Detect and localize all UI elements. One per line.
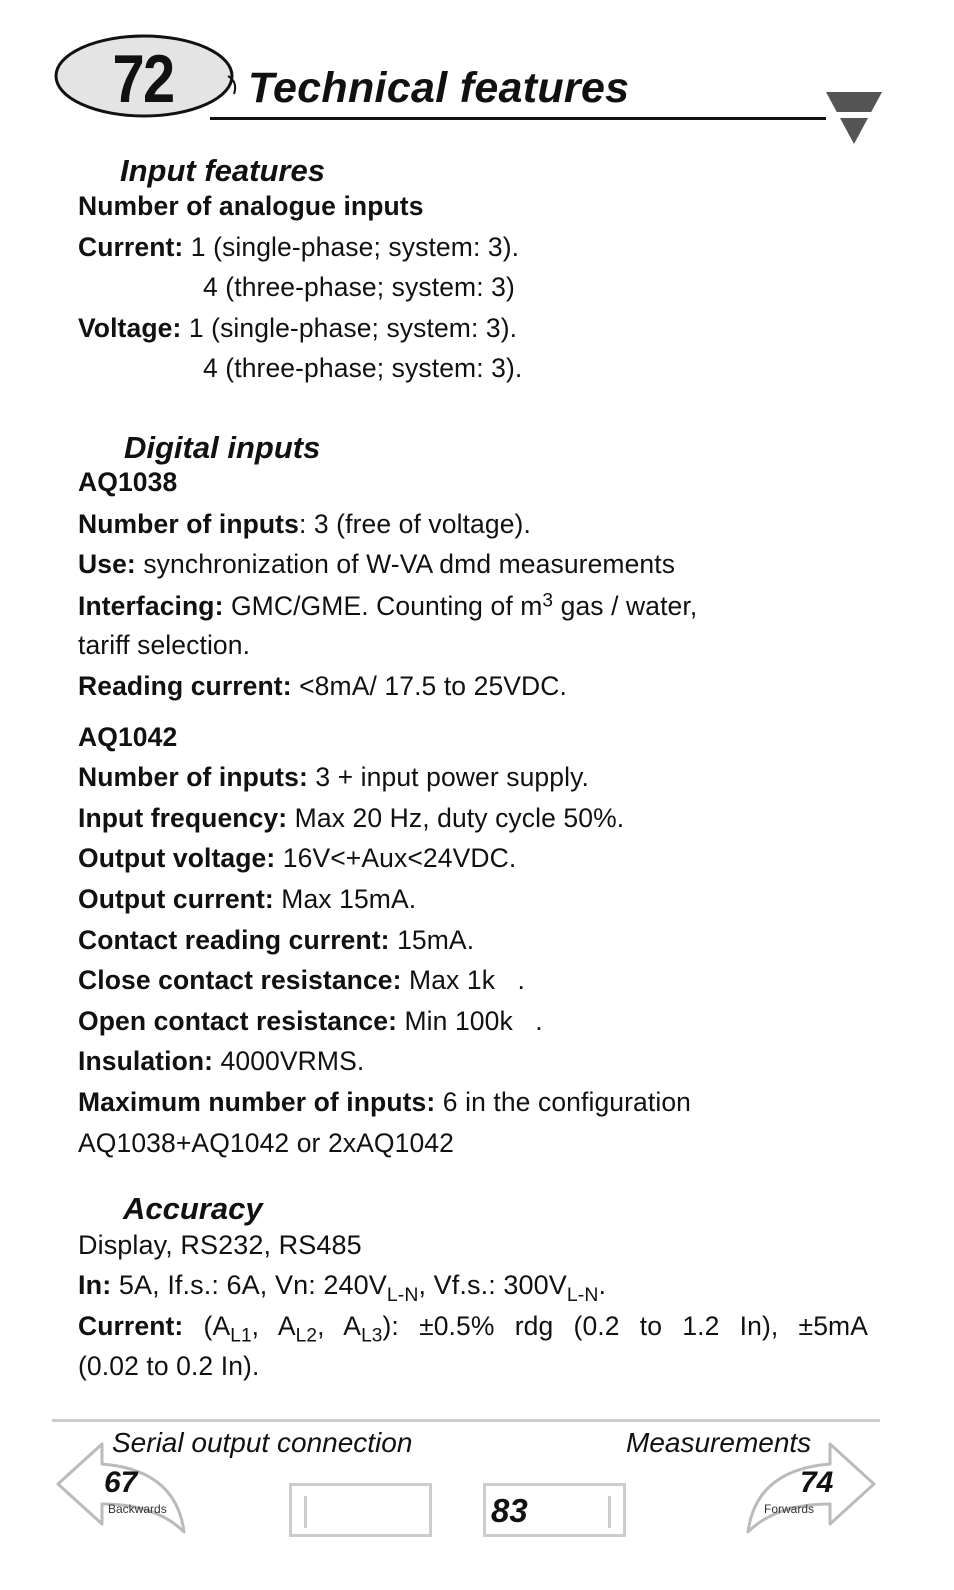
aq1042-insulation-label: Insulation: — [78, 1046, 214, 1076]
accuracy-line-1: Display, RS232, RS485 — [78, 1230, 362, 1260]
accuracy-in-line — [78, 1270, 607, 1306]
current-value-1: 1 (single-phase; system: 3). — [190, 232, 520, 262]
current-line — [78, 232, 519, 263]
aq1042-outc-value: Max 15mA. — [281, 884, 417, 914]
aq1038-model — [78, 467, 177, 498]
accuracy-current-b: , A — [251, 1311, 296, 1341]
aq1042-inputs-label: Number of inputs: — [78, 762, 308, 792]
aq1042-freq-line — [78, 803, 624, 834]
aq1042-insulation-value: 4000VRMS. — [220, 1046, 365, 1076]
aq1038-use-label: Use: — [78, 549, 136, 579]
aq1038-interfacing-value-2: tariff selection. — [78, 630, 251, 660]
aq1042-freq-label: Input frequency: — [78, 803, 288, 833]
aq1038-interfacing-label: Interfacing: — [78, 591, 224, 621]
aq1042-outc-label: Output current: — [78, 884, 274, 914]
forward-link[interactable]: Measurements — [626, 1427, 812, 1458]
aq1038-inputs-label: Number of inputs — [78, 509, 299, 539]
brand-triangle-icon — [826, 92, 882, 146]
accuracy-current-line-2: (0.02 to 0.2 In). — [78, 1351, 260, 1381]
accuracy-in-label: In: — [78, 1270, 112, 1300]
aq1042-max-value-2: AQ1038+AQ1042 or 2xAQ1042 — [78, 1128, 454, 1158]
forward-label: Forwards — [764, 1502, 815, 1516]
aq1042-outv-value: 16V<+Aux<24VDC. — [282, 843, 517, 873]
aq1038-interfacing-line — [78, 591, 697, 622]
accuracy-current-label: Current: — [78, 1311, 184, 1341]
page-title: Technical features — [248, 64, 630, 112]
aq1042-inputs-value: 3 + input power supply. — [315, 762, 589, 792]
accuracy-current-c: , A — [317, 1311, 362, 1341]
accuracy-in-value-b: , Vf.s.: 300V — [418, 1270, 567, 1300]
aq1042-max-line — [78, 1087, 691, 1118]
accuracy-in-sub-1: L-N — [386, 1283, 419, 1306]
aq1042-outv-label: Output voltage: — [78, 843, 276, 873]
aq1038-reading-line — [78, 671, 567, 702]
aq1042-contact-value: 15mA. — [397, 925, 475, 955]
aq1042-open-value: Min 100k . — [404, 1006, 543, 1036]
aq1042-max-value: 6 in the configuration — [442, 1087, 692, 1117]
voltage-value-1: 1 (single-phase; system: 3). — [188, 313, 518, 343]
accuracy-current-sub1: L1 — [230, 1325, 252, 1347]
voltage-value-2: 4 (three-phase; system: 3). — [203, 353, 523, 383]
current-page-number: 83 — [491, 1492, 528, 1529]
aq1038-reading-label: Reading current: — [78, 671, 292, 701]
aq1038-interfacing-sup: 3 — [542, 590, 554, 612]
header-divider — [210, 117, 826, 120]
accuracy-in-value-a: 5A, If.s.: 6A, Vn: 240V — [118, 1270, 387, 1300]
accuracy-current-line — [78, 1311, 868, 1347]
aq1042-open-label: Open contact resistance: — [78, 1006, 398, 1036]
back-label: Backwards — [108, 1502, 167, 1516]
accuracy-heading: Accuracy — [123, 1191, 263, 1226]
accuracy-in-value-c: . — [598, 1270, 607, 1300]
accuracy-current-a: (A — [203, 1311, 231, 1341]
aq1042-insulation-line — [78, 1046, 364, 1077]
back-page-number: 67 — [104, 1466, 138, 1499]
aq1042-open-line — [78, 1006, 543, 1037]
page-nav-box-left[interactable] — [289, 1483, 432, 1537]
aq1042-contact-line — [78, 925, 474, 956]
aq1042-close-label: Close contact resistance: — [78, 965, 402, 995]
aq1042-close-value: Max 1k . — [409, 965, 525, 995]
brand-logo — [826, 92, 882, 146]
aq1042-freq-value: Max 20 Hz, duty cycle 50%. — [294, 803, 625, 833]
aq1038-interfacing-value-b: gas / water, — [560, 591, 698, 621]
aq1038-use-value: synchronization of W-VA dmd measurements — [143, 549, 676, 579]
aq1042-inputs-line — [78, 762, 589, 793]
analogue-inputs-subheading — [78, 191, 424, 222]
aq1038-use-line — [78, 549, 675, 580]
current-value-2: 4 (three-phase; system: 3) — [203, 272, 515, 302]
aq1042-model — [78, 722, 177, 753]
digital-inputs-heading: Digital inputs — [124, 430, 321, 465]
aq1042-contact-label: Contact reading current: — [78, 925, 390, 955]
forward-arrow-button[interactable] — [744, 1440, 878, 1536]
aq1042-outv-line — [78, 843, 516, 874]
aq1038-inputs-line — [78, 509, 531, 540]
current-label: Current: — [78, 232, 184, 262]
aq1042-outc-line — [78, 884, 416, 915]
aq1042-close-line — [78, 965, 525, 996]
aq1042-model-label: AQ1042 — [78, 722, 178, 752]
aq1042-max-label: Maximum number of inputs: — [78, 1087, 436, 1117]
page-number-badge — [52, 32, 240, 120]
voltage-label: Voltage: — [78, 313, 182, 343]
accuracy-in-sub-2: L-N — [566, 1283, 599, 1306]
accuracy-current-sub3: L3 — [361, 1325, 383, 1347]
page-header — [0, 0, 954, 160]
forward-page-number: 74 — [800, 1466, 834, 1499]
accuracy-current-sub2: L2 — [295, 1325, 318, 1347]
analogue-inputs-label: Number of analogue inputs — [78, 191, 424, 221]
aq1038-interfacing-value-a: GMC/GME. Counting of m — [230, 591, 543, 621]
accuracy-current-d: ): ±0.5% rdg (0.2 to 1.2 In), ±5mA — [382, 1311, 868, 1341]
back-link[interactable]: Serial output connection — [112, 1427, 413, 1458]
page-box-left-tick — [304, 1496, 307, 1528]
aq1038-inputs-value: : 3 (free of voltage). — [298, 509, 531, 539]
voltage-line — [78, 313, 517, 344]
input-features-heading: Input features — [120, 153, 325, 188]
footer-divider — [52, 1419, 880, 1422]
back-arrow-button[interactable] — [56, 1440, 188, 1536]
aq1038-reading-value: <8mA/ 17.5 to 25VDC. — [299, 671, 567, 701]
page-box-right-tick — [608, 1496, 611, 1528]
page-number: 72 — [112, 41, 174, 117]
aq1038-model-label: AQ1038 — [78, 467, 178, 497]
